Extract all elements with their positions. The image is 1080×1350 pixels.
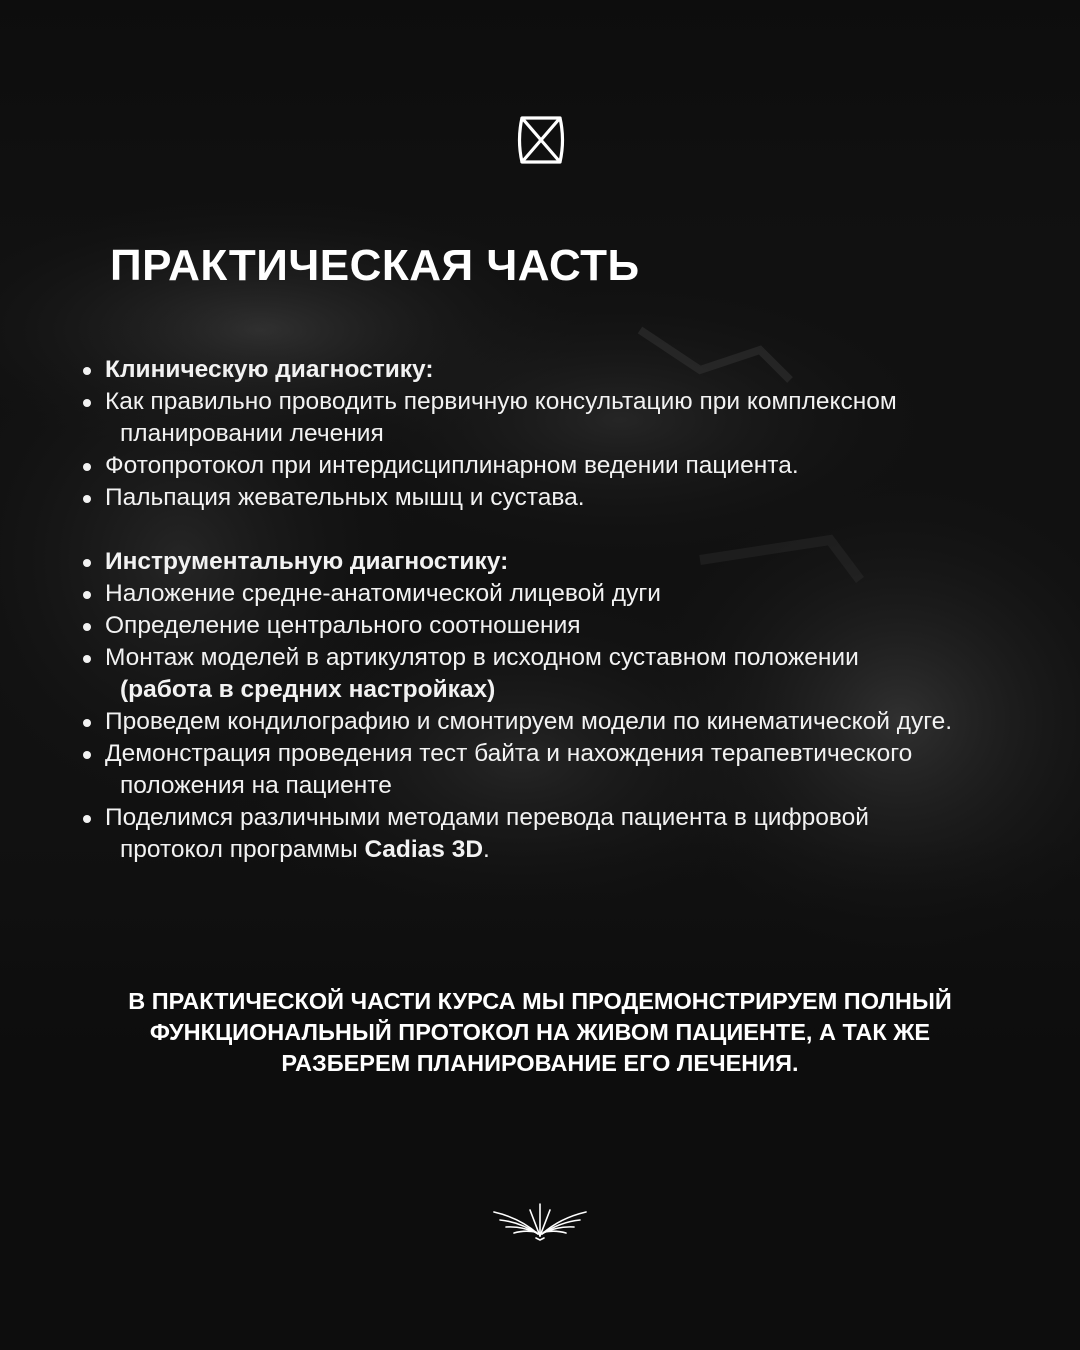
list-item: Проведем кондилографию и смонтируем модели по кинематической дуге.	[78, 706, 1058, 738]
list-item: Монтаж моделей в артикулятор в исходном суставном положении (работа в средних настройках)	[78, 642, 1058, 706]
clinical-diagnostics-list	[78, 354, 1058, 514]
instrumental-diagnostics-heading: Инструментальную диагностику:	[78, 546, 1058, 578]
list-item: Пальпация жевательных мышц и сустава.	[78, 482, 1058, 514]
content-lists	[78, 354, 1058, 866]
practical-summary: В ПРАКТИЧЕСКОЙ ЧАСТИ КУРСА МЫ ПРОДЕМОНСТРИРУЕМ ПОЛНЫЙ ФУНКЦИОНАЛЬНЫЙ ПРОТОКОЛ НА ЖИВОМ ПАЦИЕНТЕ, А ТАК ЖЕ РАЗБЕРЕМ ПЛАНИРОВАНИЕ ЕГО ЛЕЧЕНИЯ.	[128, 988, 952, 1076]
cadias-brand: Cadias 3D	[364, 836, 484, 863]
list-item: Поделимся различными методами перевода пациента в цифровой протокол программы Cadias 3D.	[78, 802, 1058, 866]
list-item: Демонстрация проведения тест байта и нахождения терапевтического положения на пациенте	[78, 738, 1058, 802]
list-item: Наложение средне-анатомической лицевой дуги	[78, 578, 1058, 610]
interlocking-chevrons-logo-icon	[516, 114, 566, 166]
list-item: Фотопротокол при интердисциплинарном ведении пациента.	[78, 450, 1058, 482]
clinical-diagnostics-heading: Клиническую диагностику:	[78, 354, 1058, 386]
list-item: Как правильно проводить первичную консультацию при комплексном планировании лечения	[78, 386, 1058, 450]
page-title: ПРАКТИЧЕСКАЯ ЧАСТЬ	[110, 241, 640, 290]
wings-logo-icon	[490, 1196, 590, 1242]
instrumental-diagnostics-list	[78, 546, 1058, 866]
cadias-line: протокол программы Cadias 3D.	[120, 836, 490, 863]
list-item: Определение центрального соотношения	[78, 610, 1058, 642]
